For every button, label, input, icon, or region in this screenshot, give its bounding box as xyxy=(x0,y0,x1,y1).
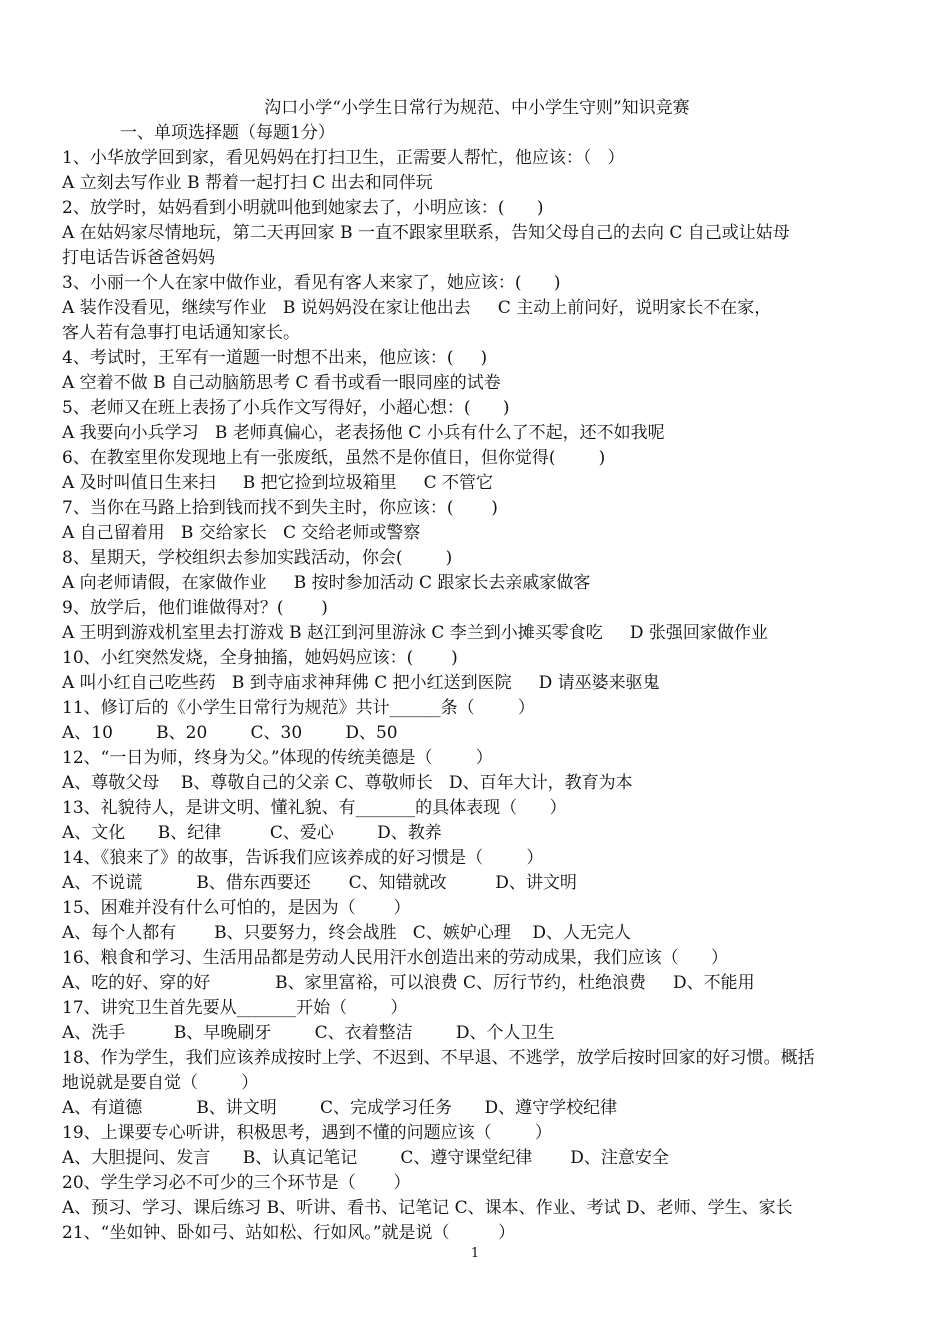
text-line: A、大胆提问、发言 B、认真记笔记 C、遵守课堂纪律 D、注意安全 xyxy=(62,1148,669,1168)
text-line: 3、小丽一个人在家中做作业，看见有客人来家了，她应该：( ) xyxy=(62,273,561,293)
text-line: 13、礼貌待人，是讲文明、懂礼貌、有_______的具体表现（ ） xyxy=(62,798,567,818)
text-line: 6、在教室里你发现地上有一张废纸，虽然不是你值日，但你觉得( ) xyxy=(62,448,606,468)
text-line: A 及时叫值日生来扫 B 把它捡到垃圾箱里 C 不管它 xyxy=(62,473,494,493)
text-line: A、预习、学习、课后练习 B、听讲、看书、记笔记 C、课本、作业、考试 D、老师、学生、家长 xyxy=(62,1198,793,1218)
text-line: 11、修订后的《小学生日常行为规范》共计______条（ ） xyxy=(62,698,535,718)
text-line: 地说就是要自觉（ ） xyxy=(62,1073,259,1093)
text-line: A、有道德 B、讲文明 C、完成学习任务 D、遵守学校纪律 xyxy=(62,1098,618,1118)
text-line: A 向老师请假，在家做作业 B 按时参加活动 C 跟家长去亲戚家做客 xyxy=(62,573,591,593)
text-line: A 自己留着用 B 交给家长 C 交给老师或警察 xyxy=(62,523,421,543)
text-line: A、不说谎 B、借东西要还 C、知错就改 D、讲文明 xyxy=(62,873,577,893)
text-line: 12、“一日为师，终身为父。”体现的传统美德是（ ） xyxy=(62,748,493,768)
text-line: 4、考试时，王军有一道题一时想不出来，他应该：( ) xyxy=(62,348,488,368)
section-heading: 一、单项选择题（每题1分） xyxy=(120,123,335,143)
text-line: 打电话告诉爸爸妈妈 xyxy=(62,248,215,268)
text-line: 8、星期天，学校组织去参加实践活动，你会( ) xyxy=(62,548,453,568)
text-line: A 王明到游戏机室里去打游戏 B 赵江到河里游泳 C 李兰到小摊买零食吃 D 张强回家做作业 xyxy=(62,623,768,643)
text-line: 21、“坐如钟、卧如弓、站如松、行如风。”就是说（ ） xyxy=(62,1223,516,1243)
text-line: A、10 B、20 C、30 D、50 xyxy=(62,723,398,743)
text-line: A 装作没看见，继续写作业 B 说妈妈没在家让他出去 C 主动上前问好，说明家长不在家， xyxy=(62,298,772,318)
text-line: A、尊敬父母 B、尊敬自己的父亲 C、尊敬师长 D、百年大计，教育为本 xyxy=(62,773,633,793)
text-line: 19、上课要专心听讲，积极思考，遇到不懂的问题应该（ ） xyxy=(62,1123,552,1143)
text-line: 1、小华放学回到家，看见妈妈在打扫卫生，正需要人帮忙，他应该：（ ） xyxy=(62,148,625,168)
text-line: A 叫小红自己吃些药 B 到寺庙求神拜佛 C 把小红送到医院 D 请巫婆来驱鬼 xyxy=(62,673,660,693)
text-line: A、文化 B、纪律 C、爱心 D、教养 xyxy=(62,823,442,843)
text-line: 9、放学后，他们谁做得对？( ) xyxy=(62,598,328,618)
text-line: A、每个人都有 B、只要努力，终会战胜 C、嫉妒心理 D、人无完人 xyxy=(62,923,632,943)
page-number: 1 xyxy=(470,1246,480,1261)
document-title: 沟口小学“小学生日常行为规范、中小学生守则”知识竞赛 xyxy=(264,98,690,118)
text-line: 5、老师又在班上表扬了小兵作文写得好，小超心想：( ) xyxy=(62,398,510,418)
text-line: 2、放学时，姑妈看到小明就叫他到她家去了，小明应该：( ) xyxy=(62,198,544,218)
text-line: A 空着不做 B 自己动脑筋思考 C 看书或看一眼同座的试卷 xyxy=(62,373,501,393)
text-line: 14、《狼来了》的故事，告诉我们应该养成的好习惯是（ ） xyxy=(62,848,544,868)
text-line: 15、困难并没有什么可怕的，是因为（ ） xyxy=(62,898,411,918)
text-line: 20、学生学习必不可少的三个环节是（ ） xyxy=(62,1173,411,1193)
text-line: A 我要向小兵学习 B 老师真偏心，老表扬他 C 小兵有什么了不起，还不如我呢 xyxy=(62,423,665,443)
text-line: A、吃的好、穿的好 B、家里富裕，可以浪费 C、厉行节约，杜绝浪费 D、不能用 xyxy=(62,973,755,993)
document-page xyxy=(62,96,892,1246)
text-line: 17、讲究卫生首先要从_______开始（ ） xyxy=(62,998,408,1018)
text-line: 10、小红突然发烧，全身抽搐，她妈妈应该：( ) xyxy=(62,648,458,668)
text-line: 16、粮食和学习、生活用品都是劳动人民用汗水创造出来的劳动成果，我们应该（ ） xyxy=(62,948,729,968)
text-line: 7、当你在马路上拾到钱而找不到失主时，你应该：( ) xyxy=(62,498,498,518)
text-line: A 在姑妈家尽情地玩，第二天再回家 B 一直不跟家里联系，告知父母自己的去向 C 自己或让姑母 xyxy=(62,223,790,243)
text-line: A、洗手 B、早晚刷牙 C、衣着整洁 D、个人卫生 xyxy=(62,1023,555,1043)
text-line: A 立刻去写作业 B 帮着一起打扫 C 出去和同伴玩 xyxy=(62,173,433,193)
text-line: 18、作为学生，我们应该养成按时上学、不迟到、不早退、不逃学，放学后按时回家的好习惯。概括 xyxy=(62,1048,815,1068)
text-line: 客人若有急事打电话通知家长。 xyxy=(62,323,300,343)
question-list xyxy=(62,146,892,1246)
